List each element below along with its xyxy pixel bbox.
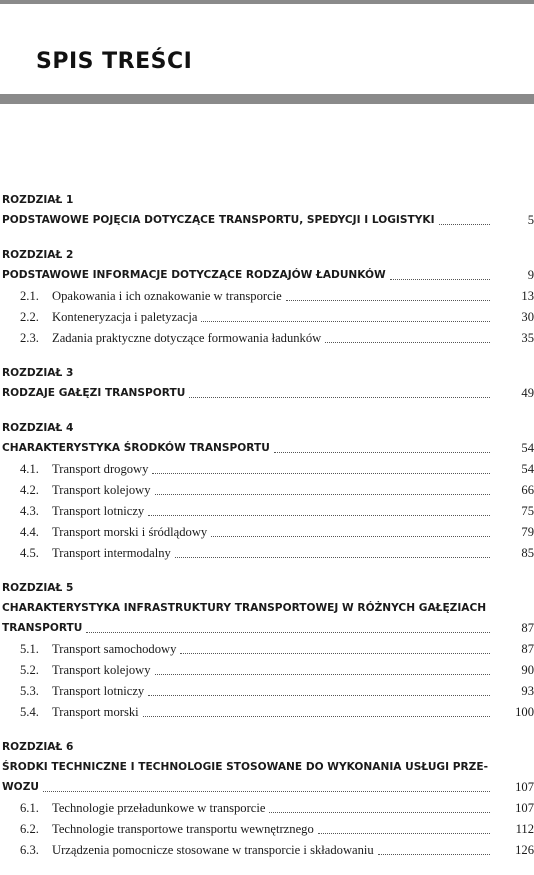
subsection-entry[interactable] <box>0 681 534 702</box>
page-number: 54 <box>521 441 534 455</box>
table-of-contents <box>0 190 534 875</box>
chapter-section <box>0 363 534 404</box>
subsection-title: Transport kolejowy <box>52 483 151 497</box>
subsection-title: Technologie przeładunkowe w transporcie <box>52 801 266 815</box>
page-number: 112 <box>515 822 534 836</box>
dot-leader <box>143 716 490 717</box>
subsection-entry[interactable] <box>0 798 534 819</box>
chapter-title: PODSTAWOWE POJĘCIA DOTYCZĄCE TRANSPORTU, SPEDYCJI I LOGISTYKI <box>2 214 435 226</box>
page-number: 79 <box>521 525 534 539</box>
subsection-title: Urządzenia pomocnicze stosowane w transporcie i składowaniu <box>52 843 374 857</box>
page-number: 126 <box>515 843 534 857</box>
subsection-entry[interactable] <box>0 840 534 861</box>
subsection-title: Opakowania i ich oznakowanie w transporcie <box>52 289 282 303</box>
subsection-number: 2.1. <box>20 289 39 303</box>
chapter-title: CHARAKTERYSTYKA ŚRODKÓW TRANSPORTU <box>2 442 270 454</box>
subsection-entry[interactable] <box>0 480 534 501</box>
subsection-title: Transport lotniczy <box>52 504 145 518</box>
chapter-entry[interactable] <box>0 210 534 231</box>
dot-leader <box>175 557 490 558</box>
page-number: 49 <box>521 386 534 400</box>
page-number: 35 <box>521 331 534 345</box>
subsection-entry[interactable] <box>0 501 534 522</box>
dot-leader <box>43 791 490 792</box>
dot-leader <box>325 342 490 343</box>
chapter-section <box>0 578 534 723</box>
dot-leader <box>286 300 490 301</box>
dot-leader <box>148 515 490 516</box>
subsection-number: 2.2. <box>20 310 39 324</box>
dot-leader <box>155 674 490 675</box>
page-number: 87 <box>521 621 534 635</box>
dot-leader <box>390 279 490 280</box>
page-title: SPIS TREŚCI <box>36 49 193 74</box>
subsection-entry[interactable] <box>0 702 534 723</box>
subsection-number: 6.2. <box>20 822 39 836</box>
subsection-number: 6.1. <box>20 801 39 815</box>
subsection-number: 4.2. <box>20 483 39 497</box>
page-number: 100 <box>515 705 534 719</box>
dot-leader <box>318 833 490 834</box>
chapter-entry[interactable] <box>0 265 534 286</box>
subsection-entry[interactable] <box>0 819 534 840</box>
subsection-number: 4.5. <box>20 546 39 560</box>
subsection-title: Transport morski i śródlądowy <box>52 525 208 539</box>
subsection-entry[interactable] <box>0 328 534 349</box>
chapter-title: TRANSPORTU <box>2 622 83 634</box>
chapter-section <box>0 245 534 349</box>
subsection-number: 5.2. <box>20 663 39 677</box>
subsection-entry[interactable] <box>0 660 534 681</box>
page-number: 5 <box>527 213 534 227</box>
dot-leader <box>152 473 490 474</box>
subsection-number: 6.3. <box>20 843 39 857</box>
dot-leader <box>378 854 490 855</box>
dot-leader <box>189 397 490 398</box>
page-number: 66 <box>521 483 534 497</box>
subsection-title: Transport kolejowy <box>52 663 151 677</box>
subsection-number: 4.4. <box>20 525 39 539</box>
dot-leader <box>211 536 490 537</box>
page-number: 87 <box>521 642 534 656</box>
subsection-title: Zadania praktyczne dotyczące formowania ładunków <box>52 331 322 345</box>
page-number: 75 <box>521 504 534 518</box>
subsection-entry[interactable] <box>0 639 534 660</box>
chapter-number: ROZDZIAŁ 4 <box>2 422 74 434</box>
subsection-entry[interactable] <box>0 307 534 328</box>
title-rule <box>0 94 534 104</box>
chapter-entry[interactable] <box>0 618 534 639</box>
subsection-title: Transport intermodalny <box>52 546 171 560</box>
chapter-title: PODSTAWOWE INFORMACJE DOTYCZĄCE RODZAJÓW ŁADUNKÓW <box>2 269 386 281</box>
chapter-title: RODZAJE GAŁĘZI TRANSPORTU <box>2 387 186 399</box>
chapter-title-line: ŚRODKI TECHNICZNE I TECHNOLOGIE STOSOWANE DO WYKONANIA USŁUGI PRZE- <box>2 761 488 773</box>
page-number: 30 <box>521 310 534 324</box>
subsection-entry[interactable] <box>0 459 534 480</box>
dot-leader <box>155 494 490 495</box>
subsection-title: Transport drogowy <box>52 462 149 476</box>
dot-leader <box>201 321 490 322</box>
chapter-entry[interactable] <box>0 438 534 459</box>
subsection-entry[interactable] <box>0 286 534 307</box>
chapter-section <box>0 737 534 861</box>
dot-leader <box>86 632 490 633</box>
page-number: 54 <box>521 462 534 476</box>
subsection-number: 5.3. <box>20 684 39 698</box>
chapter-number: ROZDZIAŁ 3 <box>2 367 74 379</box>
page-number: 85 <box>521 546 534 560</box>
subsection-number: 4.1. <box>20 462 39 476</box>
subsection-title: Transport lotniczy <box>52 684 145 698</box>
top-rule <box>0 0 534 4</box>
dot-leader <box>180 653 490 654</box>
subsection-number: 5.4. <box>20 705 39 719</box>
subsection-title: Konteneryzacja i paletyzacja <box>52 310 198 324</box>
chapter-title-line: CHARAKTERYSTYKA INFRASTRUKTURY TRANSPORTOWEJ W RÓŻNYCH GAŁĘZIACH <box>2 602 487 614</box>
chapter-number: ROZDZIAŁ 1 <box>2 194 74 206</box>
dot-leader <box>439 224 490 225</box>
page-number: 107 <box>515 801 534 815</box>
subsection-title: Technologie transportowe transportu wewnętrznego <box>52 822 314 836</box>
subsection-entry[interactable] <box>0 543 534 564</box>
page-number: 13 <box>521 289 534 303</box>
dot-leader <box>148 695 490 696</box>
chapter-entry[interactable] <box>0 777 534 798</box>
subsection-number: 2.3. <box>20 331 39 345</box>
chapter-number: ROZDZIAŁ 6 <box>2 741 74 753</box>
subsection-title: Transport samochodowy <box>52 642 177 656</box>
page-number: 93 <box>521 684 534 698</box>
subsection-entry[interactable] <box>0 522 534 543</box>
subsection-title: Transport morski <box>52 705 139 719</box>
chapter-section <box>0 190 534 231</box>
dot-leader <box>269 812 490 813</box>
chapter-entry[interactable] <box>0 383 534 404</box>
page-number: 9 <box>527 268 534 282</box>
dot-leader <box>274 452 490 453</box>
page-number: 107 <box>515 780 534 794</box>
chapter-section <box>0 418 534 564</box>
chapter-number: ROZDZIAŁ 5 <box>2 582 74 594</box>
page-number: 90 <box>521 663 534 677</box>
chapter-title: WOZU <box>2 781 39 793</box>
chapter-number: ROZDZIAŁ 2 <box>2 249 74 261</box>
subsection-number: 5.1. <box>20 642 39 656</box>
subsection-number: 4.3. <box>20 504 39 518</box>
